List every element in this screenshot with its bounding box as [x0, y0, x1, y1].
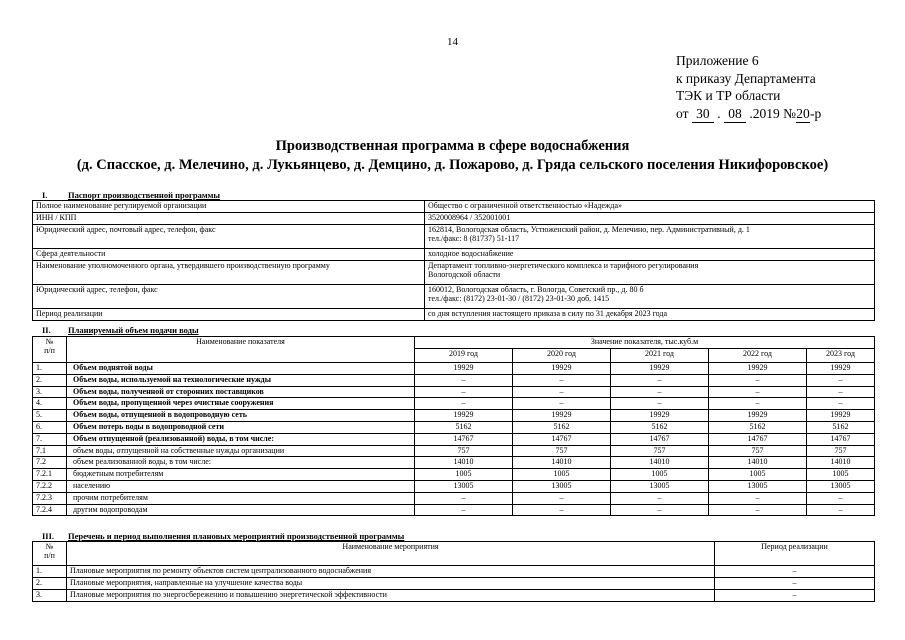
- row-value: –: [513, 374, 611, 386]
- section-3-title: Перечень и период выполнения плановых мероприятий производственной программы: [68, 531, 405, 541]
- row-value: 1005: [513, 469, 611, 481]
- row-value: 14767: [415, 433, 513, 445]
- passport-value: Общество с ограниченной ответственностью «Надежда»: [425, 201, 875, 213]
- page-number: 14: [447, 36, 458, 48]
- row-value: –: [611, 374, 709, 386]
- row-name: другим водопроводам: [67, 504, 415, 516]
- title-line-1: Производственная программа в сфере водоснабжения: [275, 138, 630, 154]
- row-value: 19929: [415, 410, 513, 422]
- section-3-heading: [32, 531, 404, 541]
- appendix-block: [676, 52, 821, 123]
- row-value: 13005: [415, 480, 513, 492]
- row-value: 14010: [709, 457, 807, 469]
- measures-period: –: [715, 590, 875, 602]
- passport-value: [425, 261, 875, 285]
- section-1-title: Паспорт производственной программы: [68, 190, 221, 200]
- passport-row: [33, 309, 875, 321]
- row-num: 7.2.1: [33, 469, 67, 481]
- row-value: –: [807, 504, 875, 516]
- row-name: бюджетным потребителям: [67, 469, 415, 481]
- row-value: –: [415, 398, 513, 410]
- section-2-heading: [32, 325, 199, 335]
- table-row: [33, 504, 875, 516]
- row-value: 5162: [513, 421, 611, 433]
- row-value: 13005: [709, 480, 807, 492]
- row-num: 7.2: [33, 457, 67, 469]
- water-volume-table: [32, 336, 875, 516]
- section-1-heading: [32, 190, 220, 200]
- passport-row: [33, 261, 875, 285]
- passport-label: Наименование уполномоченного органа, утвердившего производственную программу: [33, 261, 425, 285]
- header-row: [33, 337, 875, 349]
- table-row: [33, 398, 875, 410]
- row-value: –: [513, 386, 611, 398]
- appendix-line-1: Приложение 6: [676, 53, 759, 68]
- row-value: –: [611, 492, 709, 504]
- row-num: 7.: [33, 433, 67, 445]
- row-value: –: [807, 374, 875, 386]
- row-name: Объем поднятой воды: [67, 363, 415, 375]
- measures-period: –: [715, 566, 875, 578]
- measures-header-row: [33, 542, 875, 566]
- row-value: 14010: [513, 457, 611, 469]
- row-value: –: [709, 492, 807, 504]
- row-num: 5.: [33, 410, 67, 422]
- row-name: объем реализованной воды, в том числе:: [67, 457, 415, 469]
- header-value-group: Значение показателя, тыс.куб.м: [415, 337, 875, 349]
- row-value: 757: [807, 445, 875, 457]
- row-name: Объем воды, пропущенной через очистные сооружения: [67, 398, 415, 410]
- measures-period: –: [715, 578, 875, 590]
- row-value: –: [513, 492, 611, 504]
- row-value: 757: [611, 445, 709, 457]
- measures-row: [33, 590, 875, 602]
- row-value: 14010: [611, 457, 709, 469]
- passport-value-line-2: тел./факс: (8172) 23-01-30 / (8172) 23-01-30 доб. 1415: [428, 294, 610, 303]
- row-num: 7.2.3: [33, 492, 67, 504]
- appendix-line-2: к приказу Департамента: [676, 70, 816, 86]
- row-value: 19929: [513, 410, 611, 422]
- row-value: 5162: [807, 421, 875, 433]
- passport-row: [33, 249, 875, 261]
- row-value: 757: [415, 445, 513, 457]
- date-month: 08: [724, 105, 746, 124]
- row-value: –: [709, 374, 807, 386]
- table-row: [33, 421, 875, 433]
- row-value: 14767: [709, 433, 807, 445]
- row-value: 1005: [611, 469, 709, 481]
- row-value: 5162: [611, 421, 709, 433]
- row-value: 19929: [513, 363, 611, 375]
- header-name: Наименование показателя: [67, 337, 415, 363]
- section-2-number: II.: [42, 325, 51, 335]
- measures-header-num-line-2: п/п: [44, 551, 55, 560]
- date-day: 30: [692, 105, 714, 124]
- measures-num: 1.: [33, 566, 67, 578]
- row-value: –: [807, 386, 875, 398]
- row-value: 19929: [709, 363, 807, 375]
- row-value: –: [807, 398, 875, 410]
- passport-value-line-2: тел./факс: 8 (81737) 51-117: [428, 234, 520, 243]
- passport-row: [33, 225, 875, 249]
- row-name: Объем отпущенной (реализованной) воды, в том числе:: [67, 433, 415, 445]
- row-name: Объем воды, отпущенной в водопроводную сеть: [67, 410, 415, 422]
- water-volume-body: [33, 363, 875, 516]
- table-row: [33, 445, 875, 457]
- header-num-line-1: №: [45, 337, 54, 346]
- measures-header-num-line-1: №: [45, 542, 54, 551]
- passport-label: Сфера деятельности: [33, 249, 425, 261]
- measures-header-period: Период реализации: [715, 542, 875, 566]
- row-value: 19929: [611, 363, 709, 375]
- table-row: [33, 492, 875, 504]
- row-name: прочим потребителям: [67, 492, 415, 504]
- row-value: –: [611, 398, 709, 410]
- header-year: 2023 год: [807, 349, 875, 363]
- header-year: 2020 год: [513, 349, 611, 363]
- appendix-date-line: [676, 105, 821, 124]
- passport-value-line-1: 162814, Вологодская область, Устюженский район, д. Мелечино, пер. Административный, д. 1: [428, 225, 750, 234]
- passport-value: [425, 225, 875, 249]
- row-value: –: [513, 398, 611, 410]
- row-name: Объем воды, полученной от сторонних поставщиков: [67, 386, 415, 398]
- passport-value: [425, 285, 875, 309]
- row-value: 14767: [611, 433, 709, 445]
- passport-value: холодное водоснабжение: [425, 249, 875, 261]
- row-num: 4.: [33, 398, 67, 410]
- measures-header-name: Наименование мероприятия: [67, 542, 715, 566]
- passport-row: [33, 213, 875, 225]
- row-value: 19929: [415, 363, 513, 375]
- table-row: [33, 433, 875, 445]
- row-value: 19929: [611, 410, 709, 422]
- header-year: 2021 год: [611, 349, 709, 363]
- date-year: .2019 №: [749, 105, 796, 121]
- passport-label: Период реализации: [33, 309, 425, 321]
- row-value: –: [807, 492, 875, 504]
- order-number: 20: [796, 105, 810, 124]
- row-name: Объем воды, используемой на технологические нужды: [67, 374, 415, 386]
- passport-value: 3520008964 / 352001001: [425, 213, 875, 225]
- header-year: 2019 год: [415, 349, 513, 363]
- passport-row: [33, 201, 875, 213]
- passport-label: Юридический адрес, почтовый адрес, телефон, факс: [33, 225, 425, 249]
- row-value: 1005: [415, 469, 513, 481]
- row-value: –: [611, 386, 709, 398]
- date-separator: .: [717, 105, 721, 121]
- row-num: 6.: [33, 421, 67, 433]
- document-title: [0, 137, 905, 175]
- row-value: 14010: [807, 457, 875, 469]
- row-value: –: [415, 504, 513, 516]
- row-name: объем воды, отпущенной на собственные нужды организации: [67, 445, 415, 457]
- row-value: 13005: [807, 480, 875, 492]
- row-value: 14767: [807, 433, 875, 445]
- date-prefix: от: [676, 105, 689, 121]
- passport-label: ИНН / КПП: [33, 213, 425, 225]
- measures-name: Плановые мероприятия по энергосбережению и повышению энергетической эффективности: [67, 590, 715, 602]
- passport-label: Полное наименование регулируемой организации: [33, 201, 425, 213]
- passport-table: [32, 200, 875, 321]
- table-row: [33, 480, 875, 492]
- row-value: –: [415, 492, 513, 504]
- section-3-number: III.: [42, 531, 55, 541]
- appendix-line-3: ТЭК и ТР области: [676, 88, 781, 103]
- measures-row: [33, 578, 875, 590]
- row-value: 14767: [513, 433, 611, 445]
- row-value: –: [709, 386, 807, 398]
- row-value: 1005: [807, 469, 875, 481]
- row-value: 1005: [709, 469, 807, 481]
- section-2-title: Планируемый объем подачи воды: [68, 325, 199, 335]
- row-value: –: [611, 504, 709, 516]
- row-value: 13005: [513, 480, 611, 492]
- passport-label: Юридический адрес, телефон, факс: [33, 285, 425, 309]
- row-value: 5162: [415, 421, 513, 433]
- row-num: 1.: [33, 363, 67, 375]
- passport-value: со дня вступления настоящего приказа в силу по 31 декабря 2023 года: [425, 309, 875, 321]
- row-value: 5162: [709, 421, 807, 433]
- row-name: населению: [67, 480, 415, 492]
- table-row: [33, 363, 875, 375]
- row-num: 7.2.2: [33, 480, 67, 492]
- row-name: Объем потерь воды в водопроводной сети: [67, 421, 415, 433]
- measures-name: Плановые мероприятия, направленные на улучшение качества воды: [67, 578, 715, 590]
- table-row: [33, 374, 875, 386]
- row-value: –: [709, 398, 807, 410]
- measures-table: [32, 541, 875, 602]
- passport-value-line-1: 160012, Вологодская область, г. Вологда, Советский пр., д. 80 б: [428, 285, 644, 294]
- row-num: 3.: [33, 386, 67, 398]
- row-value: 757: [513, 445, 611, 457]
- table-row: [33, 457, 875, 469]
- row-value: 13005: [611, 480, 709, 492]
- header-year: 2022 год: [709, 349, 807, 363]
- row-value: –: [415, 386, 513, 398]
- title-line-2: (д. Спасское, д. Мелечино, д. Лукьянцево, д. Демцино, д. Пожарово, д. Гряда сельского поселения Никифоровское): [76, 157, 829, 173]
- header-num: [33, 337, 67, 363]
- row-value: 19929: [807, 410, 875, 422]
- row-value: –: [513, 504, 611, 516]
- header-num-line-2: п/п: [44, 346, 55, 355]
- row-value: 19929: [709, 410, 807, 422]
- measures-row: [33, 566, 875, 578]
- row-value: 19929: [807, 363, 875, 375]
- row-value: –: [415, 374, 513, 386]
- row-value: –: [709, 504, 807, 516]
- row-num: 2.: [33, 374, 67, 386]
- row-value: 757: [709, 445, 807, 457]
- passport-value-line-2: Вологодской области: [428, 270, 501, 279]
- table-row: [33, 386, 875, 398]
- row-value: 14010: [415, 457, 513, 469]
- measures-num: 3.: [33, 590, 67, 602]
- section-1-number: I.: [42, 190, 48, 200]
- measures-num: 2.: [33, 578, 67, 590]
- row-num: 7.1: [33, 445, 67, 457]
- measures-name: Плановые мероприятия по ремонту объектов систем централизованного водоснабжения: [67, 566, 715, 578]
- measures-header-num: [33, 542, 67, 566]
- table-row: [33, 469, 875, 481]
- passport-value-line-1: Департамент топливно-энергетического комплекса и тарифного регулирования: [428, 261, 699, 270]
- table-row: [33, 410, 875, 422]
- order-suffix: -р: [810, 105, 822, 121]
- row-num: 7.2.4: [33, 504, 67, 516]
- passport-row: [33, 285, 875, 309]
